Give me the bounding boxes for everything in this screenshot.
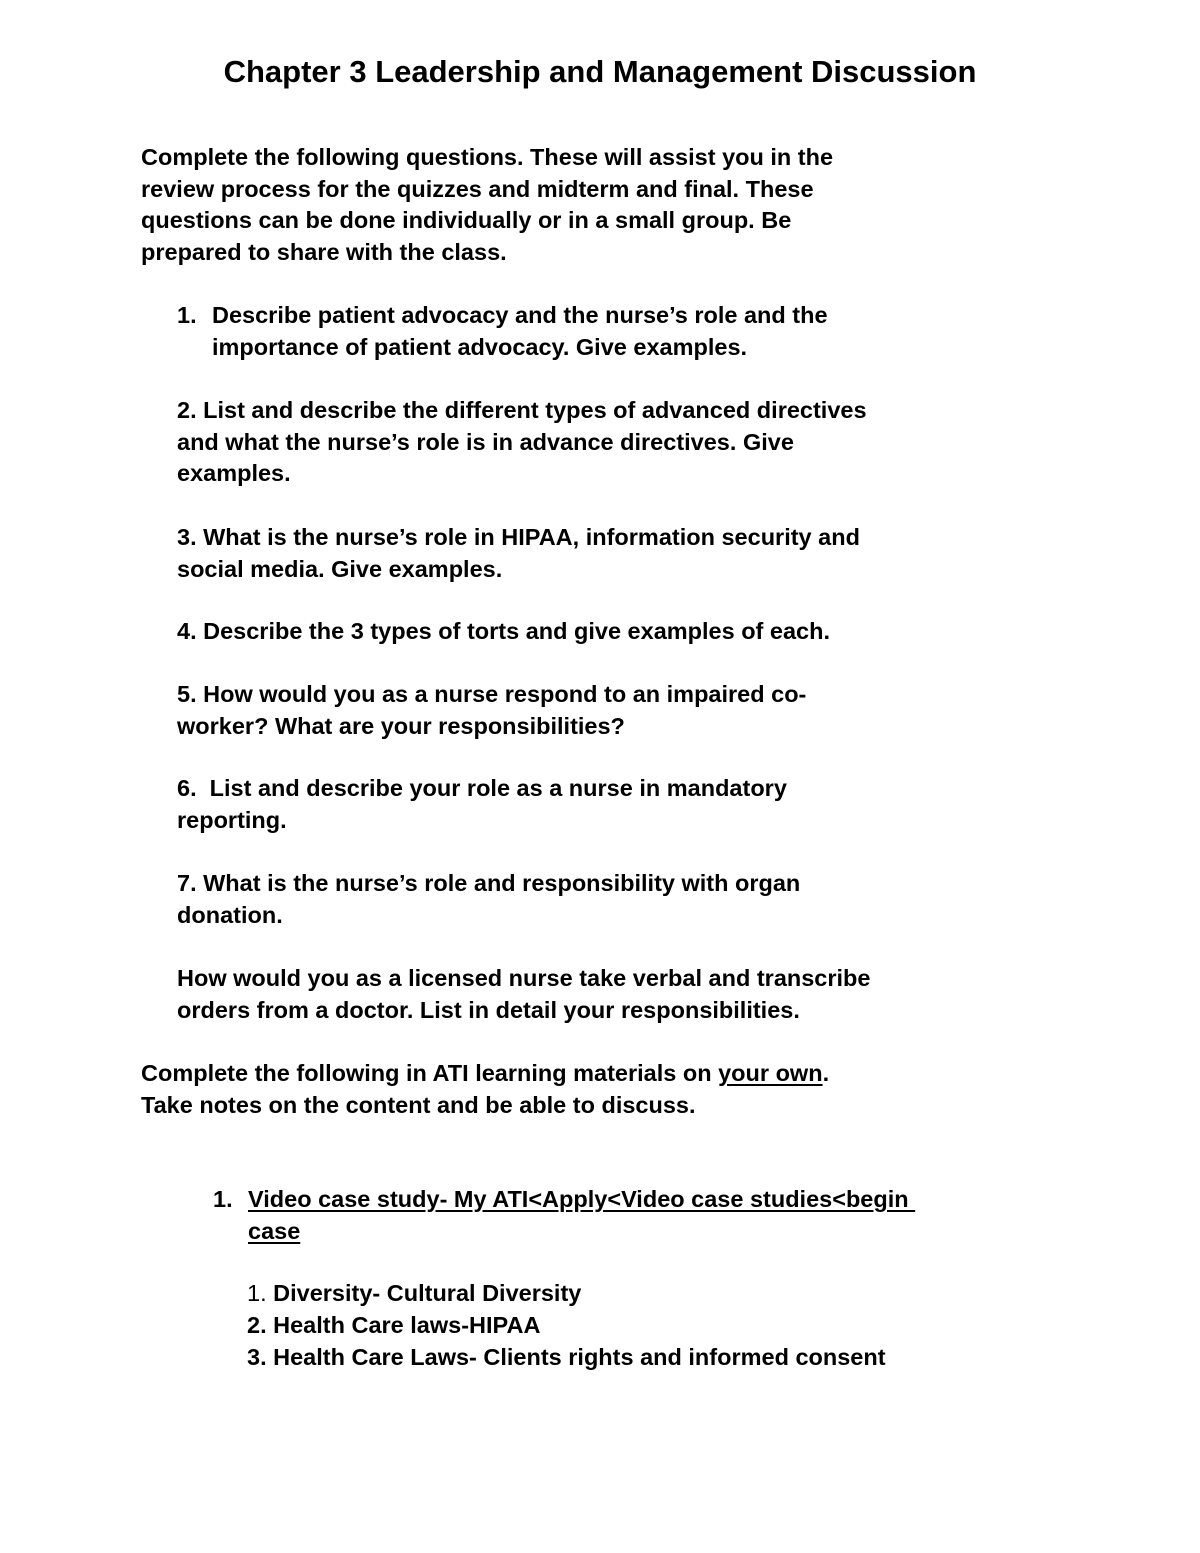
video-case-path: case	[248, 1217, 301, 1244]
list-item	[247, 1278, 1047, 1310]
question-text: orders from a doctor. List in detail your responsibilities.	[177, 996, 800, 1023]
question-text: and what the nurse’s role is in advance directives. Give	[177, 428, 794, 455]
question-text: 3. What is the nurse’s role in HIPAA, information security and	[177, 524, 860, 550]
ati-text: Complete the following in ATI learning materials on	[141, 1060, 719, 1086]
question-1	[177, 300, 1057, 363]
ati-instructions	[141, 1058, 1041, 1121]
list-number: 2.	[247, 1312, 267, 1338]
page-title: Chapter 3 Leadership and Management Discussion	[223, 54, 977, 89]
question-6	[177, 773, 1057, 836]
question-number: 1.	[177, 302, 197, 328]
question-text: How would you as a licensed nurse take verbal and transcribe	[177, 965, 871, 991]
question-text: 4. Describe the 3 types of torts and give examples of each.	[177, 618, 831, 644]
list-item	[247, 1342, 1047, 1374]
question-text: worker? What are your responsibilities?	[177, 712, 625, 739]
intro-line: Complete the following questions. These will assist you in the	[141, 144, 834, 170]
question-text: 6. List and describe your role as a nurse in mandatory	[177, 775, 787, 801]
list-number: 1.	[247, 1280, 267, 1306]
question-text: 5. How would you as a nurse respond to an impaired co-	[177, 681, 807, 707]
list-number: 1.	[213, 1186, 233, 1212]
question-3	[177, 522, 1057, 585]
question-text: examples.	[177, 460, 291, 486]
ati-text: Take notes on the content and be able to discuss.	[141, 1091, 696, 1118]
intro-line: prepared to share with the class.	[141, 238, 507, 265]
video-case-study	[213, 1184, 1093, 1247]
intro-line: review process for the quizzes and midterm and final. These	[141, 175, 814, 202]
list-item	[247, 1310, 1047, 1342]
ati-text: .	[822, 1060, 830, 1086]
question-2	[177, 395, 1057, 490]
list-item-text: Diversity- Cultural Diversity	[266, 1280, 582, 1306]
list-item-text: Health Care laws-HIPAA	[266, 1312, 541, 1338]
question-text: 2. List and describe the different types of advanced directives	[177, 397, 867, 423]
list-number: 3.	[247, 1344, 267, 1370]
question-text: reporting.	[177, 806, 287, 833]
question-text: donation.	[177, 901, 283, 928]
question-5	[177, 679, 1057, 742]
video-case-path: Video case study- My ATI<Apply<Video case studies<begin	[248, 1186, 916, 1212]
question-text: importance of patient advocacy. Give examples.	[212, 333, 748, 360]
list-item-text: Health Care Laws- Clients rights and informed consent	[266, 1344, 886, 1370]
question-text: 7. What is the nurse’s role and responsibility with organ	[177, 870, 801, 896]
question-text: Describe patient advocacy and the nurse’s role and the	[212, 302, 828, 328]
question-8	[177, 963, 1057, 1026]
ati-emphasis: your own	[718, 1060, 823, 1086]
question-4	[177, 616, 1057, 648]
intro-paragraph	[141, 142, 1041, 268]
question-text: social media. Give examples.	[177, 555, 503, 582]
question-7	[177, 868, 1057, 931]
intro-line: questions can be done individually or in a small group. Be	[141, 207, 792, 233]
